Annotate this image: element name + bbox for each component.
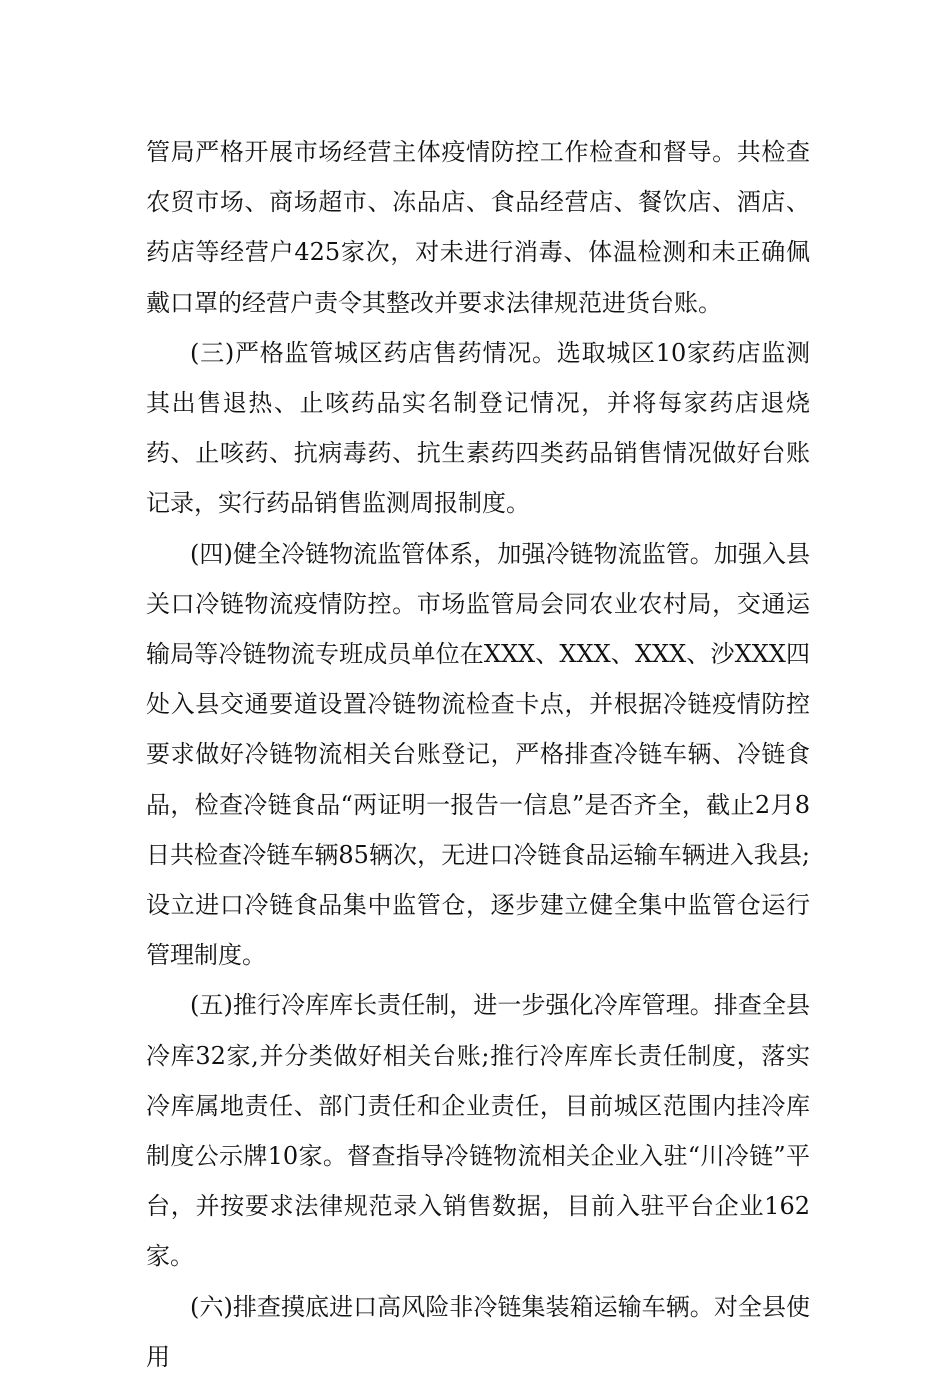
paragraph-pharmacy-supervision: (三)严格监管城区药店售药情况。选取城区10家药店监测其出售退热、止咳药品实名制登记情况，并将每家药店退烧药、止咳药、抗病毒药、抗生素药四类药品销售情况做好台账记录，实行药品销售监测周报制度。: [146, 338, 810, 518]
document-body: [146, 127, 810, 1382]
paragraph-container-vehicles: (六)排查摸底进口高风险非冷链集装箱运输车辆。对全县使用: [146, 1292, 810, 1371]
paragraph-continuation: 管局严格开展市场经营主体疫情防控工作检查和督导。共检查农贸市场、商场超市、冻品店、食品经营店、餐饮店、酒店、药店等经营户425家次，对未进行消毒、体温检测和未正确佩戴口罩的经营户责令其整改并要求法律规范进货台账。: [146, 138, 810, 317]
paragraph-cold-storage-management: (五)推行冷库库长责任制，进一步强化冷库管理。排查全县冷库32家,并分类做好相关台账;推行冷库库长责任制度，落实冷库属地责任、部门责任和企业责任，目前城区范围内挂冷库制度公示牌10家。督查指导冷链物流相关企业入驻“川冷链”平台，并按要求法律规范录入销售数据，目前入驻平台企业162家。: [146, 991, 810, 1271]
paragraph-cold-chain-logistics: (四)健全冷链物流监管体系，加强冷链物流监管。加强入县关口冷链物流疫情防控。市场监管局会同农业农村局，交通运输局等冷链物流专班成员单位在XXX、XXX、XXX、沙XXX四处入县交通要道设置冷链物流检查卡点，并根据冷链疫情防控要求做好冷链物流相关台账登记，严格排查冷链车辆、冷链食品，检查冷链食品“两证明一报告一信息”是否齐全，截止2月8日共检查冷链车辆85辆次，无进口冷链食品运输车辆进入我县;设立进口冷链食品集中监管仓，逐步建立健全集中监管仓运行管理制度。: [146, 539, 810, 970]
